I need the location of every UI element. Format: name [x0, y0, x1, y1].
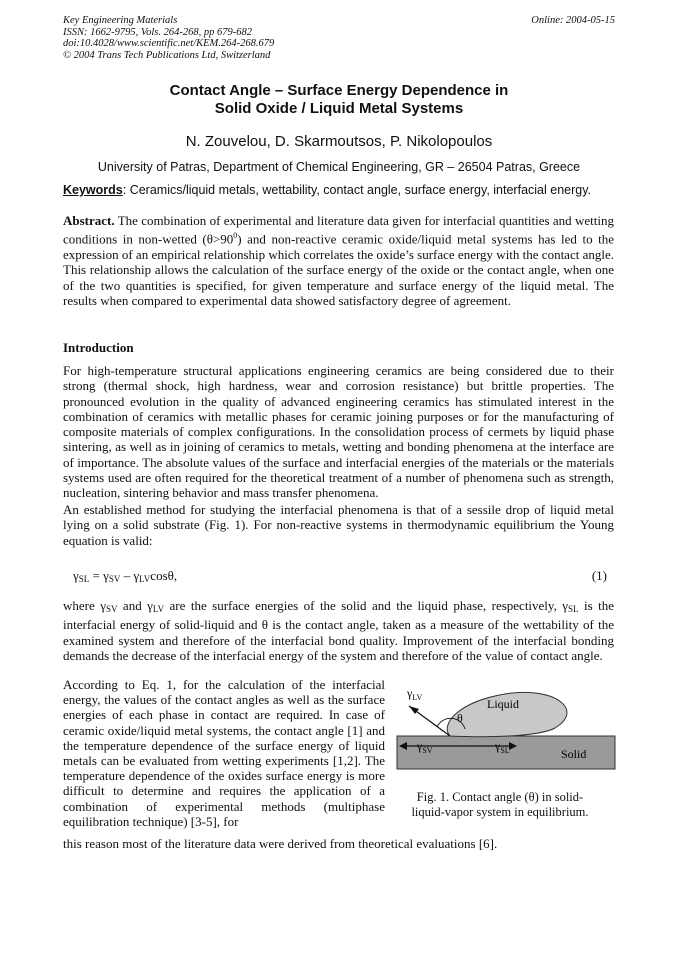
issn: ISSN: 1662-9795, Vols. 264-268, pp 679-682 [63, 26, 252, 38]
sym-sub-sv: SV [105, 604, 118, 614]
eq-sub-sv: SV [108, 574, 121, 584]
gamma-symbol: γ [417, 739, 423, 753]
affiliation: University of Patras, Department of Chemical Engineering, GR – 26504 Patras, Greece [97, 160, 581, 174]
where-text-d: is the interfacial energy of solid-liquid and θ is the contact angle, taken as a measure of the wettability of the examined system and therefore of the interfacial bond quality. Improvement of the interfacial bonding demands the decrease of the interfacial energy of the system and therefore of the value of contact angle. [63, 598, 614, 663]
abstract-label: Abstract. [63, 213, 115, 228]
equation-number: (1) [591, 568, 607, 583]
where-text-a: where [63, 598, 101, 613]
sl-subscript: SL [500, 746, 510, 755]
intro-heading: Introduction [63, 340, 134, 355]
intro-paragraph-2: An established method for studying the interfacial phenomena is that of a sessile drop of liquid metal lying on a solid substrate (Fig. 1). For non-reactive systems in thermodynamic equilibrium the Young equation is valid: [63, 502, 614, 548]
sv-subscript: SV [422, 746, 433, 755]
sym-sub-sl: SL [568, 604, 579, 614]
sym-gamma: γ [100, 598, 106, 613]
abstract-superscript: 0 [233, 231, 238, 241]
abstract-text-1: The combination of experimental and literature data given for interfacial quantities and wetting conditions in non-wetted (θ>90 [63, 213, 614, 247]
abstract-text-2: ) and non-reactive ceramic oxide/liquid metal systems has led to the expression of an empirical relationship which correlates the oxide’s surface energy with the contact angle. This relationship allows the calculation of the surface energy of the oxide or the contact angle, when one of the two quantities is specified, for given temperature and surface energy of the liquid metal. The results when compared to experimental data showed satisfactory degree of agreement. [63, 231, 614, 308]
contact-angle-figure [395, 680, 617, 790]
keywords-text: : Ceramics/liquid metals, wettability, contact angle, surface energy, interfacial energy. [122, 183, 592, 197]
where-paragraph [63, 598, 614, 663]
authors: N. Zouvelou, D. Skarmoutsos, P. Nikolopoulos [185, 133, 493, 150]
eq-sub-lv: LV [139, 574, 151, 584]
sym-sub-lv: LV [152, 604, 165, 614]
lv-subscript: LV [412, 693, 423, 702]
title-line-2: Solid Oxide / Liquid Metal Systems [214, 100, 464, 117]
gamma-symbol: γ [495, 739, 501, 753]
keywords-label: Keywords [63, 183, 123, 197]
eq-gamma: γ [133, 568, 140, 583]
caption-line-1: Fig. 1. Contact angle (θ) in solid- [416, 790, 584, 804]
title-line-1: Contact Angle – Surface Energy Dependence in [169, 82, 509, 99]
last-line: this reason most of the literature data were derived from theoretical evaluations [6]. [63, 836, 498, 851]
eq-gamma: γ [103, 568, 109, 583]
copyright: © 2004 Trans Tech Publications Ltd, Switzerland [63, 49, 271, 61]
where-text-b: and [117, 598, 148, 613]
eq-sub-sl: SL [78, 574, 90, 584]
gamma-symbol: γ [407, 686, 413, 700]
journal-name: Key Engineering Materials [63, 15, 178, 26]
eq-cos-theta: cosθ, [150, 568, 178, 583]
intro-paragraph-1: For high-temperature structural applications engineering ceramics are being considered due to their strong (thermal shock, high hardness, wear and corrosion resistance) but brittle properties. The pronounced evolution in the quality of advanced engineering ceramics has stimulated interest in the combination of ceramics with metallic phases for ceramic joining purposes or for the manufacturing of composite materials of complex configurations. In the consolidation process of cermets by liquid phase sintering, as well as in joining of ceramics to metals, wetting and bonding phenomena at the interface are of importance. The absolute values of the surface and interfacial energies of the materials or the materials systems used are often required for the theoretical treatment of a number of phenomena such as strength, nucleation, sintering behavior and mass transfer phenomena. [63, 363, 614, 501]
eq-gamma: γ [73, 568, 79, 583]
gamma-lv-label [406, 686, 422, 702]
eq-minus: – [120, 568, 134, 583]
where-text-c: are the surface energies of the solid and the liquid phase, respectively, [164, 598, 563, 613]
narrow-paragraph: According to Eq. 1, for the calculation of the interfacial energy, the values of the contact angles as well as the surface energies of each phase in contact are required. In case of ceramic oxide/liquid metal systems, the contact angle [1] and the temperature dependence of the surface energy of liquid metals can be evaluated from wetting experiments [1,2]. The temperature dependence of the oxides surface energy is more difficult to determine and requires the application of a combination of experimental methods (multiphase equilibration technique) [3-5], for [63, 677, 385, 829]
liquid-label: Liquid [487, 697, 519, 711]
journal-header [63, 15, 615, 61]
caption-line-2: liquid-vapor system in equilibrium. [411, 805, 589, 819]
solid-label: Solid [561, 747, 587, 761]
sym-gamma: γ [147, 598, 153, 613]
paper-title [0, 82, 678, 118]
doi: doi:10.4028/www.scientific.net/KEM.264-268.679 [63, 38, 275, 49]
eq-equals: = [89, 568, 104, 583]
figure-caption [395, 790, 605, 820]
young-equation [73, 568, 607, 584]
sym-gamma: γ [562, 598, 569, 613]
keywords [63, 183, 623, 197]
theta-label: θ [457, 711, 463, 725]
abstract [63, 213, 614, 308]
online-date: Online: 2004-05-15 [531, 15, 615, 26]
